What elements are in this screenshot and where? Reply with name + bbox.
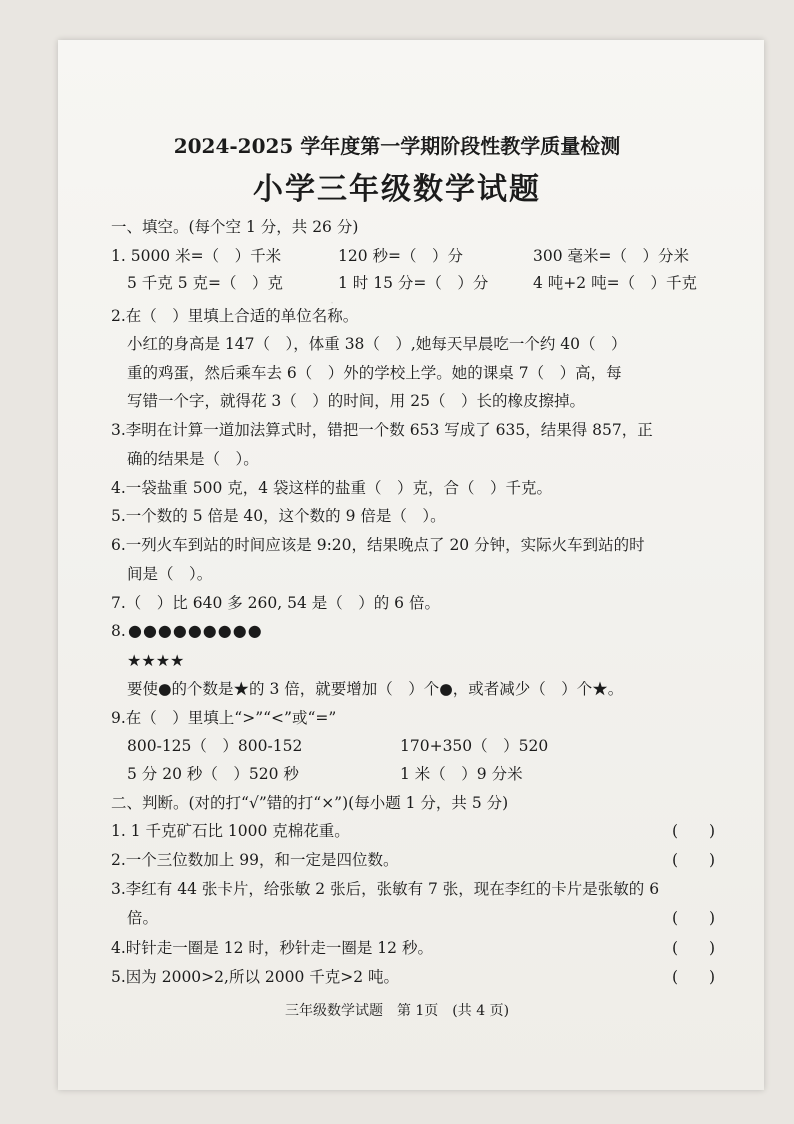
- q9-prompt: 9.在（ ）里填上“>”“<”或“=”: [111, 709, 337, 727]
- judge-answer-3: ( ): [672, 909, 716, 927]
- judge-q1: 1. 1 千克矿石比 1000 克棉花重。: [111, 822, 350, 840]
- section2-heading: 二、判断。(对的打“√”错的打“×”)(每小题 1 分，共 5 分): [111, 794, 509, 812]
- q2-prompt: 2.在（ ）里填上合适的单位名称。: [111, 307, 359, 325]
- judge-q5: 5.因为 2000>2,所以 2000 千克>2 吨。: [111, 968, 400, 986]
- judge-answer-4: ( ): [672, 939, 716, 957]
- q1-item-c: 300 毫米=（ ）分米: [533, 247, 689, 265]
- q1-item-e: 1 时 15 分=（ ）分: [338, 274, 489, 292]
- q8-number: 8.: [111, 622, 126, 640]
- q9-item-b: 170+350（ ）520: [400, 737, 549, 755]
- q9-item-d: 1 米（ ）9 分米: [400, 765, 523, 783]
- q1-item-f: 4 吨+2 吨=（ ）千克: [533, 274, 698, 292]
- q3-line-2: 确的结果是（ ）。: [127, 450, 259, 468]
- judge-answer-2: ( ): [672, 851, 716, 869]
- q2-line-1: 小红的身高是 147（ ），体重 38（ ）,她每天早晨吃一个约 40（ ）: [127, 335, 627, 353]
- q8-text: 要使●的个数是★的 3 倍，就要增加（ ）个●，或者减少（ ）个★。: [127, 680, 624, 698]
- judge-answer-5: ( ): [672, 968, 716, 986]
- q8-star-row: ★★★★: [127, 651, 185, 670]
- exam-title: 2024-2025 学年度第一学期阶段性教学质量检测: [173, 134, 621, 158]
- q6-line-2: 间是（ ）。: [127, 565, 213, 583]
- section1-heading: 一、填空。(每个空 1 分，共 26 分): [111, 218, 359, 236]
- q1-item-d: 5 千克 5 克=（ ）克: [127, 274, 283, 292]
- judge-q3-line-2: 倍。: [127, 909, 159, 927]
- exam-subtitle: 小学三年级数学试题: [253, 172, 541, 207]
- judge-q3-line-1: 3.李红有 44 张卡片，给张敏 2 张后，张敏有 7 张，现在李红的卡片是张敏的 6: [111, 880, 660, 898]
- q5-text: 5.一个数的 5 倍是 40，这个数的 9 倍是（ ）。: [111, 507, 446, 525]
- q9-item-c: 5 分 20 秒（ ）520 秒: [127, 765, 299, 783]
- q7-text: 7.（ ）比 640 多 260, 54 是（ ）的 6 倍。: [111, 594, 440, 612]
- judge-q4: 4.时针走一圈是 12 时，秒针走一圈是 12 秒。: [111, 939, 433, 957]
- q2-line-3: 写错一个字，就得花 3（ ）的时间，用 25（ ）长的橡皮擦掉。: [127, 392, 585, 410]
- judge-answer-1: ( ): [672, 822, 716, 840]
- q1-item-b: 120 秒=（ ）分: [338, 247, 463, 265]
- q6-line-1: 6.一列火车到站的时间应该是 9:20，结果晚点了 20 分钟，实际火车到站的时: [111, 536, 645, 554]
- judge-q2: 2.一个三位数加上 99，和一定是四位数。: [111, 851, 399, 869]
- q8-dot-row: ●●●●●●●●●: [128, 621, 263, 640]
- q2-line-2: 重的鸡蛋，然后乘车去 6（ ）外的学校上学。她的课桌 7（ ）高，每: [127, 364, 622, 382]
- bleed-through-marks: ·: [330, 296, 335, 311]
- page-footer: 三年级数学试题 第 1页 (共 4 页): [284, 1003, 510, 1019]
- q3-line-1: 3.李明在计算一道加法算式时，错把一个数 653 写成了 635，结果得 857，正: [111, 421, 653, 439]
- q4-text: 4.一袋盐重 500 克，4 袋这样的盐重（ ）克，合（ ）千克。: [111, 479, 553, 497]
- q9-item-a: 800-125（ ）800-152: [127, 737, 303, 755]
- q1-item-a: 1. 5000 米=（ ）千米: [111, 247, 282, 265]
